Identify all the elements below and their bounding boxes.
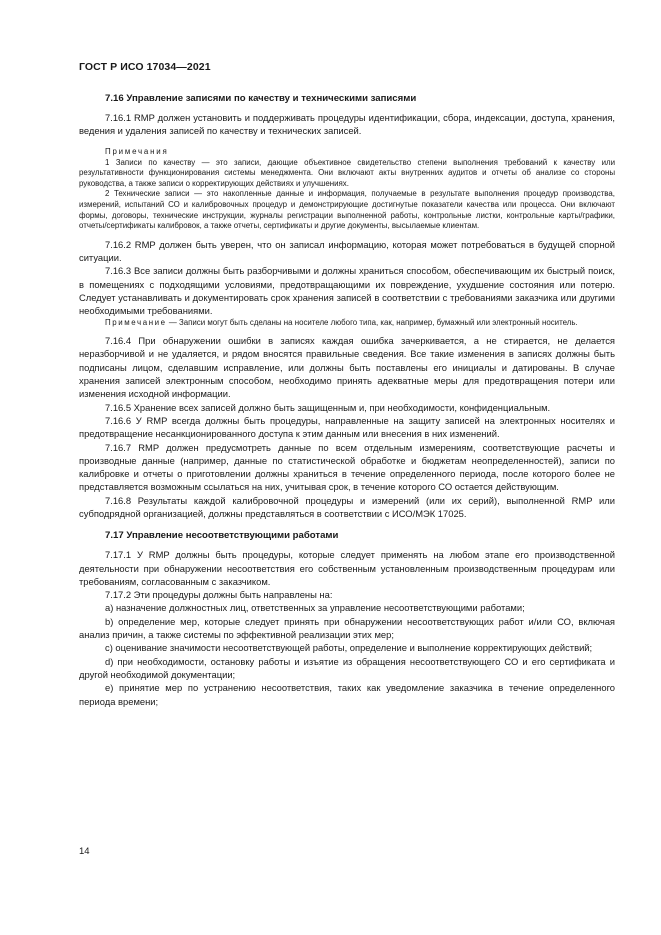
page-number: 14 <box>79 846 90 857</box>
paragraph-7-16-5: 7.16.5 Хранение всех записей должно быть защищенным и, при необходимости, конфиденциальным. <box>105 401 551 413</box>
list-item-b: b) определение мер, которые следует принять при обнаружении несоответствующих работ и/или СО, включая анализ причин, а также системы по эффективной реализации этих мер; <box>79 615 615 641</box>
paragraph-7-16-8: 7.16.8 Результаты каждой калибровочной процедуры и измерений (или их серий), выполненной RMP или субподрядной организацией, должны представляться в соответствии с ИСО/МЭК 17025. <box>79 494 615 519</box>
note-2: 2 Технические записи — это накопленные данные и информация, получаемые в результате выполнения процедур производства, измерений, испытаний СО и калибровочных процедур и демонстрирующие достигнутые показатели качества или процесса. Они включают формы, договоры, технические инструкции, журналы регистрации выполненной работы, контрольные листки, контрольные карты/графики, отчеты/сертификаты калибровок, а также отчеты, сертификаты и другие документы, высылаемые клиентам. <box>79 189 615 231</box>
paragraph-7-16-7: 7.16.7 RMP должен предусмотреть данные по всем отдельным измерениям, соответствующие расчеты и производные данные (например, данные по статистической обработке и бюджетам неопределенностей), записи по калибровке и отчеты о приготовлении должны храниться в течение определенного периода, после которого более не представляется возможным ссылаться на них, учитывая срок, в течение которого СО остается действующим. <box>79 441 615 493</box>
paragraph-7-17-1: 7.17.1 У RMP должны быть процедуры, которые следует применять на любом этапе его производственной деятельности при обнаружении несоответствия его собственным установленным производственным процедурам или требованиям, согласованным с заказчиком. <box>79 549 615 587</box>
document-code-header: ГОСТ Р ИСО 17034—2021 <box>79 61 211 73</box>
note-3 <box>79 318 615 329</box>
paragraph-7-16-1: 7.16.1 RMP должен установить и поддерживать процедуры идентификации, сбора, индексации, доступа, хранения, ведения и удаления записей по качеству и технических записей. <box>79 112 615 137</box>
list-item-a: а) назначение должностных лиц, ответственных за управление несоответствующими работами; <box>105 602 525 614</box>
section-heading-7-17: 7.17 Управление несоответствующими работами <box>105 530 339 542</box>
paragraph-7-16-2: 7.16.2 RMP должен быть уверен, что он записал информацию, которая может потребоваться в будущей спорной ситуации. <box>79 238 615 264</box>
note-1: 1 Записи по качеству — это записи, дающие объективное свидетельство степени выполнения требований к качеству или результативности функционирования системы менеджмента. Они включают акты внутренних аудитов и отчеты об анализе со стороны руководства, а также записи о корректирующих действиях и улучшениях. <box>79 157 615 188</box>
list-item-d: d) при необходимости, остановку работы и изъятие из обращения несоответствующего СО и его сертификата и другой необходимой документации; <box>79 655 615 680</box>
paragraph-7-16-6: 7.16.6 У RMP всегда должны быть процедуры, направленные на защиту записей на электронных носителях и предотвращение несанкционированного доступа к этим данным или внесения в них изменений. <box>79 414 615 440</box>
list-item-c: с) оценивание значимости несоответствующей работы, определение и выполнение корректирующих действий; <box>105 642 593 654</box>
page-content <box>79 92 615 708</box>
note-3-label: Примечание <box>105 317 167 327</box>
note-3-text: — Записи могут быть сделаны на носителе любого типа, как, например, бумажный или электронный носитель. <box>166 317 578 327</box>
paragraph-7-17-2: 7.17.2 Эти процедуры должны быть направлены на: <box>105 589 333 601</box>
paragraph-7-16-4: 7.16.4 При обнаружении ошибки в записях каждая ошибка зачеркивается, а не стирается, не делается неразборчивой и не удаляется, и рядом вносятся правильные сведения. Все такие изменения в записях должны быть подписаны лицом, сделавшим исправление, или должны быть поставлены его инициалы и датированы. В случае хранения записей электронным способом, необходимо принять адекватные меры для предотвращения потери или изменения исходной информации. <box>79 335 615 400</box>
section-heading-7-16: 7.16 Управление записями по качеству и техническими записями <box>105 93 417 104</box>
notes-title: Примечания <box>105 146 169 156</box>
list-item-e: е) принятие мер по устранению несоответствия, таких как уведомление заказчика в течение определенного периода времени; <box>79 682 615 707</box>
paragraph-7-16-3: 7.16.3 Все записи должны быть разборчивыми и должны храниться способом, обеспечивающим их быстрый поиск, в помещениях с подходящими условиями, предотвращающими их повреждение, ухудшение состояния или потерю. Следует устанавливать и документировать срок хранения записей в соответствии с требованиями заказчика или другими необходимыми требованиями. <box>79 265 615 317</box>
